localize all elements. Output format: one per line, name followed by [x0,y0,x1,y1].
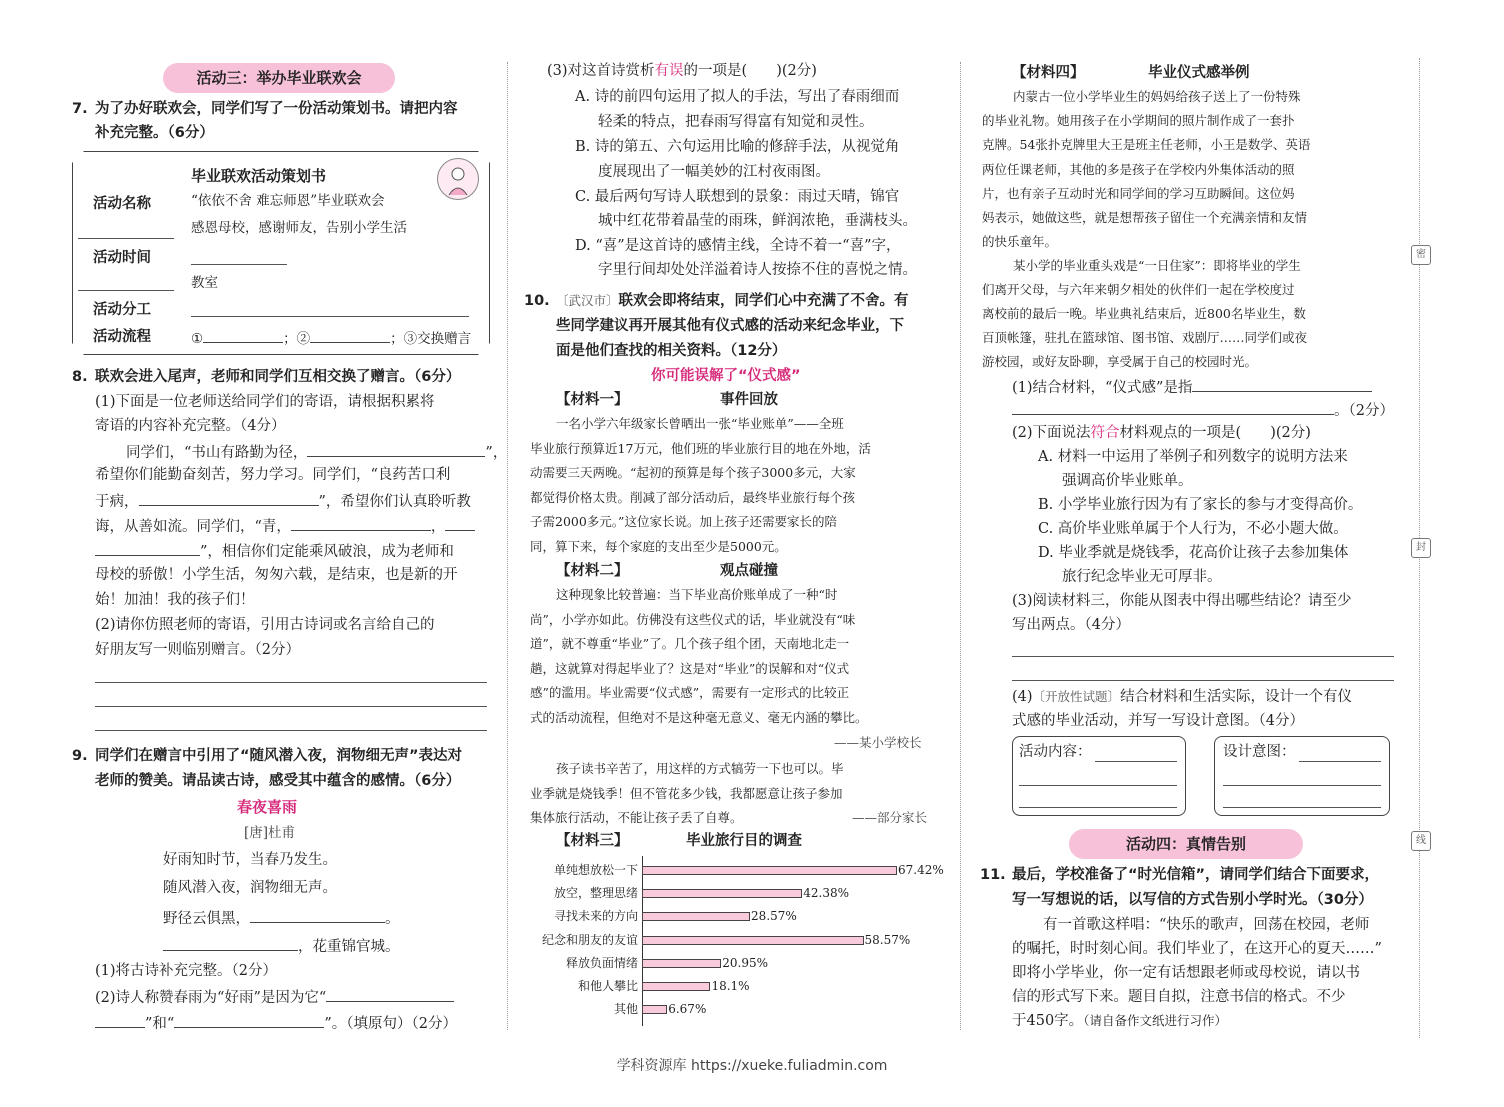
material2-line: 这种现象比较普遍：当下毕业高价账单成了一种“时 [556,587,838,602]
poem-verse [163,934,400,958]
answer-line[interactable] [95,706,487,707]
q10-part1-seg: 。（2分） [1334,403,1394,419]
chart-category-label: 纪念和朋友的友谊 [541,932,638,947]
material1-label: 【材料一】 [556,392,629,408]
q10-number: 10. [524,293,550,309]
design-intent-box[interactable] [1214,736,1390,816]
q10-part2-seg: (2)下面说法 [1012,425,1091,441]
option-c-cont: 城中红花带着晶莹的雨珠，鲜润浓艳，垂满枝头。 [598,213,917,229]
q9-blank[interactable] [174,1011,324,1028]
material1-line: 毕业旅行预算近17万元，他们班的毕业旅行目的地在外地，活 [530,441,871,456]
poem-verse: 随风潜入夜，润物细无声。 [163,880,337,896]
chart-bar [642,889,802,898]
q10-part3: (3)阅读材料三，你能从图表中得出哪些结论？请至少 [1012,593,1352,609]
material1-line: 子需2000多元。”这位家长说。加上孩子还需要家长的陪 [530,514,837,529]
chart-bar [642,936,864,945]
answer-line [1019,785,1177,786]
q8-text-seg: ， [430,519,446,535]
option-a[interactable]: A. 材料一中运用了举例子和列数字的说明方法来 [1038,449,1348,465]
chart-value-label: 42.38% [803,886,850,901]
q10-part4-seg: 结合材料和生活实际，设计一个有仪 [1120,689,1353,705]
material4-line: 两位任课老师，其他的多是孩子在学校内外集体活动的照 [982,162,1295,177]
material1-line: 一名小学六年级家长曾晒出一张“毕业账单”——全班 [556,416,844,431]
q10-part4 [1012,686,1352,708]
q8-text-seg: ”，相信你们定能乘风破浪，成为老师和 [200,544,454,560]
q9-part2-seg: ”。（填原句）（2分） [324,1016,457,1032]
q11-text: 即将小学毕业，你一定有话想跟老师或母校说，请以书 [1012,965,1360,981]
chart-category-label: 释放负面情绪 [565,955,638,970]
answer-line[interactable] [1012,656,1394,657]
chart-value-label: 6.67% [668,1002,707,1017]
option-b[interactable]: B. 小学毕业旅行因为有了家长的参与才变得高价。 [1038,497,1363,513]
material1-line: 都觉得价格太贵。削减了部分活动后，最终毕业旅行每个孩 [530,490,856,505]
q10-part1 [1012,375,1372,399]
side-mark: 封 [1411,538,1431,558]
material2-line: 集体旅行活动，不能让孩子丢了自尊。 [530,810,743,825]
material2-line: 尚”，小学亦如此。仿佛没有这些仪式的话，毕业就没有“味 [530,612,856,627]
q8-text-seg: ”， [485,445,508,461]
q9-part2-seg: (2)诗人称赞春雨为“好雨”是因为它“ [95,990,327,1006]
q11-text: 的嘱托，时时刻心间。我们毕业了，在这开心的夏天……” [1012,941,1382,957]
material4-line: 内蒙古一位小学毕业生的妈妈给孩子送上了一份特殊 [1013,89,1301,104]
q10-part3: 写出两点。（4分） [1012,617,1130,633]
material2-line: 道”，就不尊重“毕业”了。几个孩子组个团，天南地北走一 [530,636,850,651]
q9-part3-stem [547,60,817,82]
chart-category-label: 寻找未来的方向 [553,909,638,924]
q9-part3-seg: (3)对这首诗赏析 [547,63,655,79]
material2-title: 观点碰撞 [720,563,778,579]
material2-line: 业季就是烧钱季！但不管花多少钱，我都愿意让孩子参加 [530,786,843,801]
material2-line: 式的活动流程，但绝对不是这种毫无意义、毫无内涵的攀比。 [530,710,868,725]
material4-line: 的毕业礼物。她用孩子在小学期间的照片制作成了一套扑 [982,113,1295,128]
chart-category-label: 单纯想放松一下 [553,863,638,877]
q8-stem: 联欢会进入尾声，老师和同学们互相交换了赠言。（6分） [95,369,461,385]
material4-line: 某小学的毕业重头戏是“一日住家”：即将毕业的学生 [1013,258,1301,273]
q10-part4-tag: 〔开放性试题〕 [1032,689,1121,704]
q8-text-seg: 于病， [95,494,139,510]
side-mark: 密 [1411,245,1431,265]
answer-line [1223,807,1381,808]
option-d[interactable]: D. 毕业季就是烧钱季，花高价让孩子去参加集体 [1038,545,1349,561]
footer-watermark: 学科资源库 https://xueke.fuliadmin.com [616,1058,888,1074]
q8-part2: (2)请你仿照老师的寄语，引用古诗词或名言给自己的 [95,617,435,633]
teacher-avatar-icon [437,158,479,200]
chart-bar [642,959,721,968]
poem-title: 春夜喜雨 [237,798,298,816]
q11-stem: 写一写想说的话，以写信的方式告别小学时光。（30分） [1012,892,1373,908]
answer-line [191,316,469,317]
q10-part2-stem [1012,422,1311,444]
answer-line [1299,761,1381,762]
poem-blank[interactable] [250,906,385,923]
option-b[interactable]: B. 诗的第五、六句运用比喻的修辞手法，从视觉角 [575,139,900,155]
answer-line [1095,761,1177,762]
poem-verse-seg: ，花重锦官城。 [298,939,400,955]
chart-value-label: 20.95% [722,955,768,970]
flow-item-2: ；② [283,331,311,347]
activity-division-label: 活动分工 [93,302,151,318]
material2-source: ——某小学校长 [834,735,922,750]
q9-part1: (1)将古诗补充完整。（2分） [95,963,278,979]
activity4-title: 活动四：真情告别 [1069,829,1303,859]
option-a-cont: 轻柔的特点，把春雨写得富有知觉和灵性。 [598,114,874,130]
q10-part4-seg: (4) [1012,689,1033,705]
option-c[interactable]: C. 高价毕业账单属于个人行为，不必小题大做。 [1038,521,1348,537]
flow-blank-1[interactable] [203,326,283,343]
q9-blank[interactable] [326,985,454,1002]
q11-stem: 最后，学校准备了“时光信箱”，请同学们结合下面要求， [1012,867,1380,883]
poem-blank[interactable] [163,934,298,951]
q8-part1: (1)下面是一位老师送给同学们的寄语，请根据积累将 [95,394,435,410]
design-intent-label: 设计意图： [1223,744,1296,760]
q8-text-seg: 诲，从善如流。同学们，“青， [95,519,291,535]
chart-category-label: 其他 [613,1002,638,1017]
q10-part1-blank[interactable] [1192,375,1372,392]
material3-label: 【材料三】 [556,833,629,849]
q8-part1: 寄语的内容补充完整。（4分） [95,418,286,434]
chart-bar [642,866,897,875]
material3-title: 毕业旅行目的调查 [686,833,802,849]
q7-number: 7. [72,101,88,117]
q8-text-seg: 同学们，“书山有路勤为径， [126,445,308,461]
flow-blank-2[interactable] [310,326,390,343]
column-separator [507,62,508,1030]
q8-text [95,514,475,538]
q8-text: 始！加油！我的孩子们！ [95,592,255,608]
chart-value-label: 28.57% [751,909,797,924]
q9-blank[interactable] [95,1011,145,1028]
q8-blank[interactable] [95,539,200,556]
material4-line: 妈表示，她做这些，就是想帮孩子留住一个充满亲情和友情 [982,210,1308,225]
material1-line: 同，算下来，每个家庭的支出至少是5000元。 [530,539,787,554]
answer-line[interactable] [95,682,487,683]
q8-text: 希望你们能勤奋刻苦，努力学习。同学们，“良药苦口利 [95,467,451,483]
q10-stem: 面是他们查找的相关资料。（12分） [556,343,787,359]
material4-line: 离校前的最后一晚。毕业典礼结束后，近800名毕业生，数 [982,306,1306,321]
answer-line[interactable] [95,730,487,731]
answer-line [1019,807,1177,808]
chart-category-label: 放空，整理思绪 [553,886,638,901]
option-b-cont: 度展现出了一幅美妙的江村夜雨图。 [598,164,830,180]
q10-title: 你可能误解了“仪式感” [651,368,801,384]
q7-stem: 为了办好联欢会，同学们写了一份活动策划书。请把内容 [95,101,458,117]
poem-verse-seg: 。 [385,911,400,927]
material2-line: 趟，这就算对得起毕业了？这是对“毕业”的误解和对“仪式 [530,661,850,676]
poem-verse [163,906,400,930]
q11-text: 有一首歌这样唱：“快乐的歌声，回荡在校园，老师 [1043,917,1370,933]
poem-verse: 好雨知时节，当春乃发生。 [163,852,337,868]
q11-note: （请自备作文纸进行习作） [1083,1013,1227,1028]
option-a[interactable]: A. 诗的前四句运用了拟人的手法，写出了春雨细而 [575,89,900,105]
chart-value-label: 67.42% [898,863,944,877]
q8-text [95,489,471,513]
q11-text [1012,1010,1227,1032]
q8-number: 8. [72,369,88,385]
activity-place-value: 教室 [191,275,218,291]
activity-time-label: 活动时间 [93,250,151,266]
material1-line: 动需要三天两晚。“起初的预算是每个孩子3000多元，大家 [530,465,856,480]
q9-part3-emphasis: 有误 [654,63,684,79]
activity-content-box[interactable] [1012,736,1186,816]
flow-item-3: ；③交换赠言 [390,331,472,347]
survey-bar-chart [520,856,950,1028]
answer-line [191,264,287,265]
material4-title: 毕业仪式感举例 [1148,65,1250,81]
material2-line: 孩子读书辛苦了，用这样的方式犒劳一下也可以。毕 [556,761,844,776]
q7-stem: 补充完整。（6分） [95,125,214,141]
answer-line [78,238,174,239]
answer-line [78,290,174,291]
poem-verse-seg: 野径云俱黑， [163,911,250,927]
flow-item-1: ① [191,331,204,347]
column-separator [960,62,961,1030]
q8-part2: 好朋友写一则临别赠言。（2分） [95,642,300,658]
chart-value-label: 58.57% [864,932,911,947]
option-c[interactable]: C. 最后两句写诗人联想到的景象：雨过天晴，锦官 [575,189,900,205]
q11-text-seg: 于450字。 [1012,1013,1084,1029]
q8-text [126,440,507,464]
chart-bar [642,1005,667,1014]
material4-line: 百顶帐篷，驻扎在篮球馆、图书馆、戏剧厅……同学们或夜 [982,330,1308,345]
activity-purpose-value: 感恩母校，感谢师友，告别小学生活 [191,220,407,236]
q10-stem: 些同学建议再开展其他有仪式感的活动来纪念毕业，下 [556,318,904,334]
q10-region-tag: 〔武汉市〕 [556,293,619,308]
q9-part2-seg: ”和“ [145,1016,175,1032]
material2-source: ——部分家长 [852,810,928,825]
chart-value-label: 18.1% [711,979,750,993]
q10-part1-seg: (1)结合材料，“仪式感”是指 [1012,380,1193,396]
material4-line: 的快乐童年。 [982,234,1058,249]
poem-author: [唐]杜甫 [244,825,296,841]
material2-line: 感”的滥用。毕业需要“仪式感”，需要有一定形式的比较正 [530,685,850,700]
material4-line: 游校园，或好友卧聊，享受属于自己的校园时光。 [982,354,1258,369]
activity-flow-value [191,326,471,350]
q9-part3-seg: 的一项是( )(2分) [683,63,817,79]
q9-stem: 同学们在赠言中引用了“随风潜入夜，润物细无声”表达对 [95,748,463,764]
q8-text: 母校的骄傲！小学生活，匆匆六载，是结束，也是新的开 [95,567,458,583]
q8-text [95,539,454,563]
q10-part4: 式感的毕业活动，并写一写设计意图。（4分） [1012,713,1304,729]
material4-line: 克牌。54张扑克牌里大王是班主任老师，小王是数学、英语 [982,137,1311,152]
side-mark: 线 [1411,831,1431,851]
material1-title: 事件回放 [720,392,778,408]
q10-part2-seg: 材料观点的一项是( )(2分) [1119,425,1311,441]
q8-blank[interactable] [307,440,485,457]
activity-content-label: 活动内容： [1019,744,1092,760]
q8-blank[interactable] [291,514,431,531]
q9-stem: 老师的赞美。请品读古诗，感受其中蕴含的感情。（6分） [95,773,461,789]
material4-line: 们离开父母，与六年来朝夕相处的伙伴们一起在学校度过 [982,282,1295,297]
option-a-cont: 强调高价毕业账单。 [1062,473,1193,489]
chart-category-label: 和他人攀比 [577,979,638,993]
material2-label: 【材料二】 [556,563,629,579]
q8-blank[interactable] [139,489,319,506]
answer-line[interactable] [1012,680,1394,681]
q10-part1 [1012,398,1394,422]
q8-text-seg: ”，希望你们认真聆听教 [318,494,471,510]
q10-part1-blank[interactable] [1012,398,1334,415]
answer-line [1223,785,1381,786]
material4-label: 【材料四】 [1012,65,1085,81]
plan-title: 毕业联欢活动策划书 [191,167,327,185]
q10-part2-emphasis: 符合 [1090,425,1120,441]
activity-name-label: 活动名称 [93,196,151,212]
q9-number: 9. [72,748,88,764]
q10-stem-seg: 联欢会即将结束，同学们心中充满了不舍。有 [618,293,909,309]
option-d-cont: 字里行间却处处洋溢着诗人按捺不住的喜悦之情。 [598,262,917,278]
q9-part2 [95,1011,457,1035]
q10-stem [556,290,909,312]
chart-bar [642,982,710,991]
activity3-title: 活动三：举办毕业联欢会 [163,63,395,93]
q11-text: 信的形式写下来。题目自拟，注意书信的格式。不少 [1012,989,1346,1005]
activity-name-value: “依依不舍 难忘师恩”毕业联欢会 [191,193,385,209]
option-d-cont: 旅行纪念毕业无可厚非。 [1062,569,1222,585]
q9-part2 [95,985,454,1009]
option-d[interactable]: D. “喜”是这首诗的感情主线，全诗不着一“喜”字， [575,238,901,254]
chart-bar [642,912,750,921]
q11-number: 11. [980,867,1006,883]
activity-flow-label: 活动流程 [93,329,151,345]
q8-blank[interactable] [445,514,475,531]
material4-line: 片，也有亲子互动时光和同学间的学习互助瞬间。这位妈 [982,186,1295,201]
